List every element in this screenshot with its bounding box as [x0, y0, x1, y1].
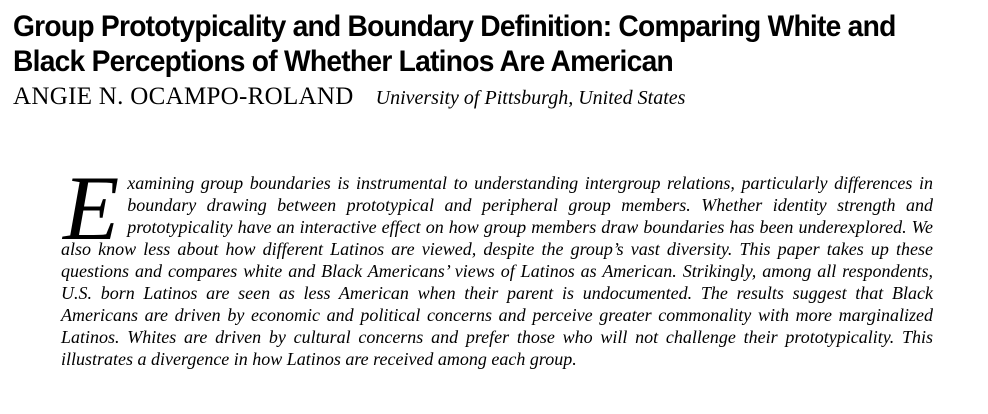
- byline: [13, 83, 685, 114]
- author-affiliation: University of Pittsburgh, United States: [375, 87, 686, 109]
- paper-title: Group Prototypicality and Boundary Definition: Comparing White and Black Perceptions of Whether Latinos Are American: [13, 10, 896, 78]
- abstract: [61, 157, 933, 370]
- abstract-text: xamining group boundaries is instrumental to understanding intergroup relations, particularly differences in boundary drawing between prototypical and peripheral group members. Whether identity strength and prototypicality have an interactive effect on how group members draw boundaries has been underexplored. We also know less about how different Latinos are viewed, despite the group’s vast diversity. This paper takes up these questions and compares white and Black Americans’ views of Latinos as American. Strikingly, among all respondents, U.S. born Latinos are seen as less American when their parent is undocumented. The results suggest that Black Americans are driven by economic and political concerns and perceive greater commonality with more marginalized Latinos. Whites are driven by cultural concerns and prefer those who will not challenge their prototypicality. This illustrates a divergence in how Latinos are received among each group.: [61, 173, 933, 369]
- abstract-drop-cap: E: [63, 157, 120, 259]
- author-name: ANGIE N. OCAMPO-ROLAND: [13, 83, 354, 110]
